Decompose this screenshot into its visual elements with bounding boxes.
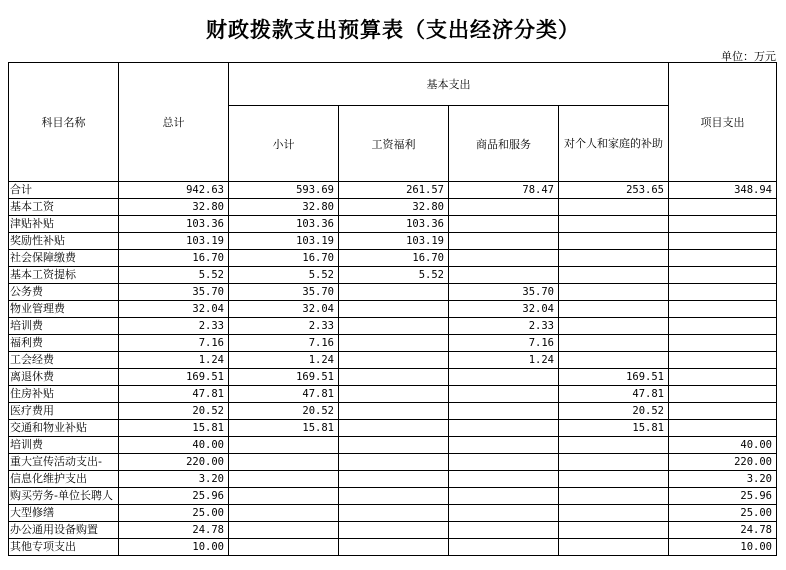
header-subtotal: 小计 [229,106,339,182]
cell-personal [559,250,669,267]
cell-item-name: 信息化维护支出 [9,471,119,488]
cell-personal [559,318,669,335]
cell-total: 16.70 [119,250,229,267]
table-row [9,216,777,233]
cell-personal [559,233,669,250]
cell-item-name: 交通和物业补贴 [9,420,119,437]
cell-goods [449,420,559,437]
table-row [9,420,777,437]
cell-project [669,284,777,301]
cell-personal [559,505,669,522]
budget-table [8,62,777,556]
cell-goods [449,403,559,420]
table-row [9,233,777,250]
cell-item-name: 工会经费 [9,352,119,369]
cell-goods [449,267,559,284]
cell-item-name: 社会保障缴费 [9,250,119,267]
cell-total: 2.33 [119,318,229,335]
table-row [9,352,777,369]
cell-total: 25.96 [119,488,229,505]
cell-project [669,420,777,437]
cell-total: 24.78 [119,522,229,539]
cell-item-name: 培训费 [9,437,119,454]
table-row [9,539,777,556]
cell-subtotal: 15.81 [229,420,339,437]
cell-project: 25.96 [669,488,777,505]
cell-goods [449,437,559,454]
cell-item-name: 公务费 [9,284,119,301]
cell-project [669,199,777,216]
header-name: 科目名称 [9,63,119,182]
cell-wages [339,505,449,522]
cell-total: 220.00 [119,454,229,471]
cell-wages: 103.36 [339,216,449,233]
cell-goods [449,471,559,488]
cell-item-name: 重大宣传活动支出- [9,454,119,471]
cell-goods: 1.24 [449,352,559,369]
cell-personal [559,216,669,233]
cell-subtotal [229,454,339,471]
cell-wages [339,403,449,420]
cell-item-name: 物业管理费 [9,301,119,318]
cell-total: 5.52 [119,267,229,284]
cell-goods [449,386,559,403]
cell-personal: 253.65 [559,182,669,199]
cell-personal [559,301,669,318]
cell-personal [559,352,669,369]
cell-wages [339,437,449,454]
cell-project: 24.78 [669,522,777,539]
cell-wages: 103.19 [339,233,449,250]
cell-wages [339,335,449,352]
cell-subtotal [229,437,339,454]
table-row [9,437,777,454]
cell-wages: 16.70 [339,250,449,267]
cell-total: 10.00 [119,539,229,556]
cell-goods [449,488,559,505]
cell-goods: 35.70 [449,284,559,301]
table-row [9,403,777,420]
cell-wages [339,352,449,369]
cell-total: 32.04 [119,301,229,318]
cell-total: 3.20 [119,471,229,488]
cell-personal [559,488,669,505]
cell-project [669,352,777,369]
cell-wages: 261.57 [339,182,449,199]
cell-item-name: 办公通用设备购置 [9,522,119,539]
cell-wages [339,301,449,318]
cell-subtotal [229,522,339,539]
cell-goods [449,216,559,233]
cell-project: 220.00 [669,454,777,471]
cell-personal [559,454,669,471]
table-row [9,505,777,522]
cell-subtotal: 103.36 [229,216,339,233]
cell-subtotal: 1.24 [229,352,339,369]
cell-project [669,369,777,386]
cell-item-name: 医疗费用 [9,403,119,420]
table-row [9,284,777,301]
cell-project [669,386,777,403]
cell-wages [339,420,449,437]
cell-project: 3.20 [669,471,777,488]
cell-subtotal: 32.04 [229,301,339,318]
cell-wages [339,454,449,471]
cell-total: 7.16 [119,335,229,352]
header-project: 项目支出 [669,63,777,182]
cell-personal [559,437,669,454]
cell-subtotal: 593.69 [229,182,339,199]
cell-item-name: 其他专项支出 [9,539,119,556]
table-row [9,522,777,539]
cell-project: 348.94 [669,182,777,199]
table-row [9,454,777,471]
cell-wages: 5.52 [339,267,449,284]
cell-project [669,233,777,250]
header-goods: 商品和服务 [449,106,559,182]
cell-wages [339,284,449,301]
unit-label: 单位：万元 [721,50,776,63]
cell-project [669,301,777,318]
cell-item-name: 合计 [9,182,119,199]
table-row [9,250,777,267]
cell-personal [559,199,669,216]
cell-personal [559,471,669,488]
header-basic: 基本支出 [229,63,669,106]
table-body [9,182,777,556]
cell-wages [339,471,449,488]
cell-wages [339,386,449,403]
cell-goods [449,522,559,539]
cell-goods [449,250,559,267]
cell-personal: 47.81 [559,386,669,403]
cell-goods [449,369,559,386]
cell-subtotal: 32.80 [229,199,339,216]
table-row [9,301,777,318]
cell-project [669,267,777,284]
cell-goods: 32.04 [449,301,559,318]
table-row [9,318,777,335]
cell-subtotal: 169.51 [229,369,339,386]
cell-personal: 169.51 [559,369,669,386]
cell-project [669,250,777,267]
cell-subtotal: 16.70 [229,250,339,267]
cell-total: 47.81 [119,386,229,403]
cell-total: 169.51 [119,369,229,386]
cell-item-name: 基本工资 [9,199,119,216]
cell-personal: 20.52 [559,403,669,420]
table-row [9,267,777,284]
cell-total: 103.36 [119,216,229,233]
cell-item-name: 奖励性补贴 [9,233,119,250]
cell-total: 1.24 [119,352,229,369]
cell-personal [559,539,669,556]
cell-goods: 78.47 [449,182,559,199]
cell-goods [449,505,559,522]
table-row [9,369,777,386]
cell-subtotal: 103.19 [229,233,339,250]
cell-goods: 2.33 [449,318,559,335]
cell-goods [449,199,559,216]
table-row [9,488,777,505]
cell-subtotal: 20.52 [229,403,339,420]
cell-item-name: 大型修缮 [9,505,119,522]
table-row [9,471,777,488]
cell-wages [339,369,449,386]
cell-subtotal: 35.70 [229,284,339,301]
header-total: 总计 [119,63,229,182]
cell-subtotal [229,471,339,488]
table-row [9,182,777,199]
cell-subtotal: 5.52 [229,267,339,284]
cell-personal [559,267,669,284]
cell-item-name: 购买劳务-单位长聘人 [9,488,119,505]
cell-goods [449,233,559,250]
cell-item-name: 福利费 [9,335,119,352]
cell-item-name: 住房补贴 [9,386,119,403]
cell-item-name: 基本工资提标 [9,267,119,284]
cell-item-name: 培训费 [9,318,119,335]
cell-subtotal: 7.16 [229,335,339,352]
cell-subtotal [229,505,339,522]
cell-project [669,403,777,420]
cell-total: 15.81 [119,420,229,437]
page-title: 财政拨款支出预算表（支出经济分类） [206,17,580,42]
cell-project [669,216,777,233]
cell-total: 32.80 [119,199,229,216]
cell-personal [559,335,669,352]
cell-item-name: 离退休费 [9,369,119,386]
cell-subtotal [229,539,339,556]
cell-wages: 32.80 [339,199,449,216]
cell-personal [559,522,669,539]
cell-wages [339,522,449,539]
cell-goods [449,539,559,556]
table-row [9,335,777,352]
cell-total: 103.19 [119,233,229,250]
table-row [9,199,777,216]
cell-total: 20.52 [119,403,229,420]
cell-goods: 7.16 [449,335,559,352]
cell-total: 942.63 [119,182,229,199]
header-wages: 工资福利 [339,106,449,182]
cell-subtotal: 47.81 [229,386,339,403]
cell-personal: 15.81 [559,420,669,437]
cell-project: 40.00 [669,437,777,454]
cell-subtotal: 2.33 [229,318,339,335]
cell-total: 25.00 [119,505,229,522]
table-row [9,386,777,403]
cell-wages [339,488,449,505]
cell-wages [339,539,449,556]
cell-project [669,335,777,352]
cell-item-name: 津贴补贴 [9,216,119,233]
cell-project [669,318,777,335]
cell-wages [339,318,449,335]
cell-personal [559,284,669,301]
cell-total: 40.00 [119,437,229,454]
header-personal: 对个人和家庭的补助 [559,106,669,182]
cell-goods [449,454,559,471]
cell-total: 35.70 [119,284,229,301]
cell-project: 25.00 [669,505,777,522]
cell-subtotal [229,488,339,505]
cell-project: 10.00 [669,539,777,556]
